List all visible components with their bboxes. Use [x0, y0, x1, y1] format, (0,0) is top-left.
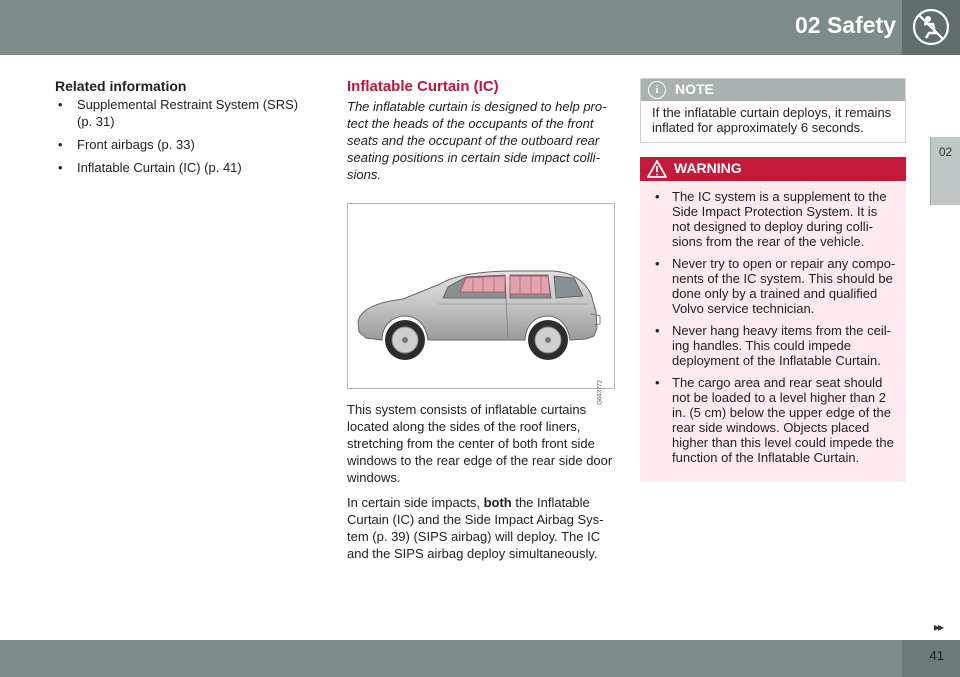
page-header: [0, 0, 960, 55]
related-information: [55, 78, 305, 182]
note-label: NOTE: [675, 81, 714, 97]
car-illustration: [347, 203, 615, 405]
chapter-tab-label: 02: [938, 145, 953, 159]
para2-text-start: In certain side impacts,: [347, 495, 484, 510]
para2-emphasis: both: [483, 495, 512, 510]
warning-box: [640, 157, 906, 482]
chapter-tab[interactable]: [930, 137, 960, 205]
notices-column: [640, 78, 906, 482]
section-paragraph-1: This system consists of inflatable curtains located along the sides of the roof liners, stretching from the center of both front side windows to the rear edge of the rear side door windows.: [347, 402, 613, 485]
section-title: Inflatable Curtain (IC): [347, 78, 499, 95]
section-paragraph-2: [347, 494, 615, 562]
related-link-ic[interactable]: • Inflatable Curtain (IC) (p. 41): [55, 159, 305, 176]
info-icon: i: [648, 81, 666, 99]
illustration-code: G043772: [598, 380, 604, 405]
airbag-warning-icon: [902, 0, 960, 55]
warning-item: • Never try to open or repair any compo-nents of the IC system. This should be done only by a trained and qualified Volvo service technician.: [650, 256, 896, 316]
warning-label: WARNING: [674, 160, 742, 176]
related-list: [55, 96, 305, 176]
para2-text-end: the Inflatable Curtain (IC) and the Side Impact Airbag Sys-tem (p. 39) (SIPS airbag) will deploy. The IC and the SIPS airbag deploy simultaneously.: [347, 495, 604, 561]
ic-section: [347, 78, 615, 570]
warning-item: • The cargo area and rear seat should not be loaded to a level higher than 2 in. (5 cm) below the upper edge of the rear side windows. Objects placed higher than this level could impede the function of the Inflatable Curtain.: [650, 375, 896, 465]
warning-item: • The IC system is a supplement to the Side Impact Protection System. It is not designed to deploy during colli-sions from the rear of the vehicle.: [650, 189, 896, 249]
page-number: 41: [929, 648, 944, 663]
warning-list: [640, 181, 906, 482]
warning-item: • Never hang heavy items from the ceil-ing handles. This could impede deployment of the Inflatable Curtain.: [650, 323, 896, 368]
section-intro: The inflatable curtain is designed to help pro-tect the heads of the occupants of the front seats and the occupant of the outboard rear seating positions in certain side impact colli-sions.: [347, 99, 607, 182]
note-text: If the inflatable curtain deploys, it remains inflated for approximately 6 seconds.: [652, 105, 892, 135]
related-link-srs[interactable]: • Supplemental Restraint System (SRS) (p. 31): [55, 96, 305, 130]
note-box: [640, 78, 906, 143]
related-link-front-airbags[interactable]: • Front airbags (p. 33): [55, 136, 305, 153]
warning-triangle-icon: [646, 159, 668, 179]
note-header: [641, 79, 905, 101]
warning-header: [640, 157, 906, 181]
related-heading: Related information: [55, 78, 187, 94]
car-icon: [348, 204, 614, 388]
page-footer: [0, 640, 960, 677]
next-page-arrows-icon[interactable]: ▸▸: [933, 620, 942, 634]
chapter-title: 02 Safety: [794, 12, 896, 38]
